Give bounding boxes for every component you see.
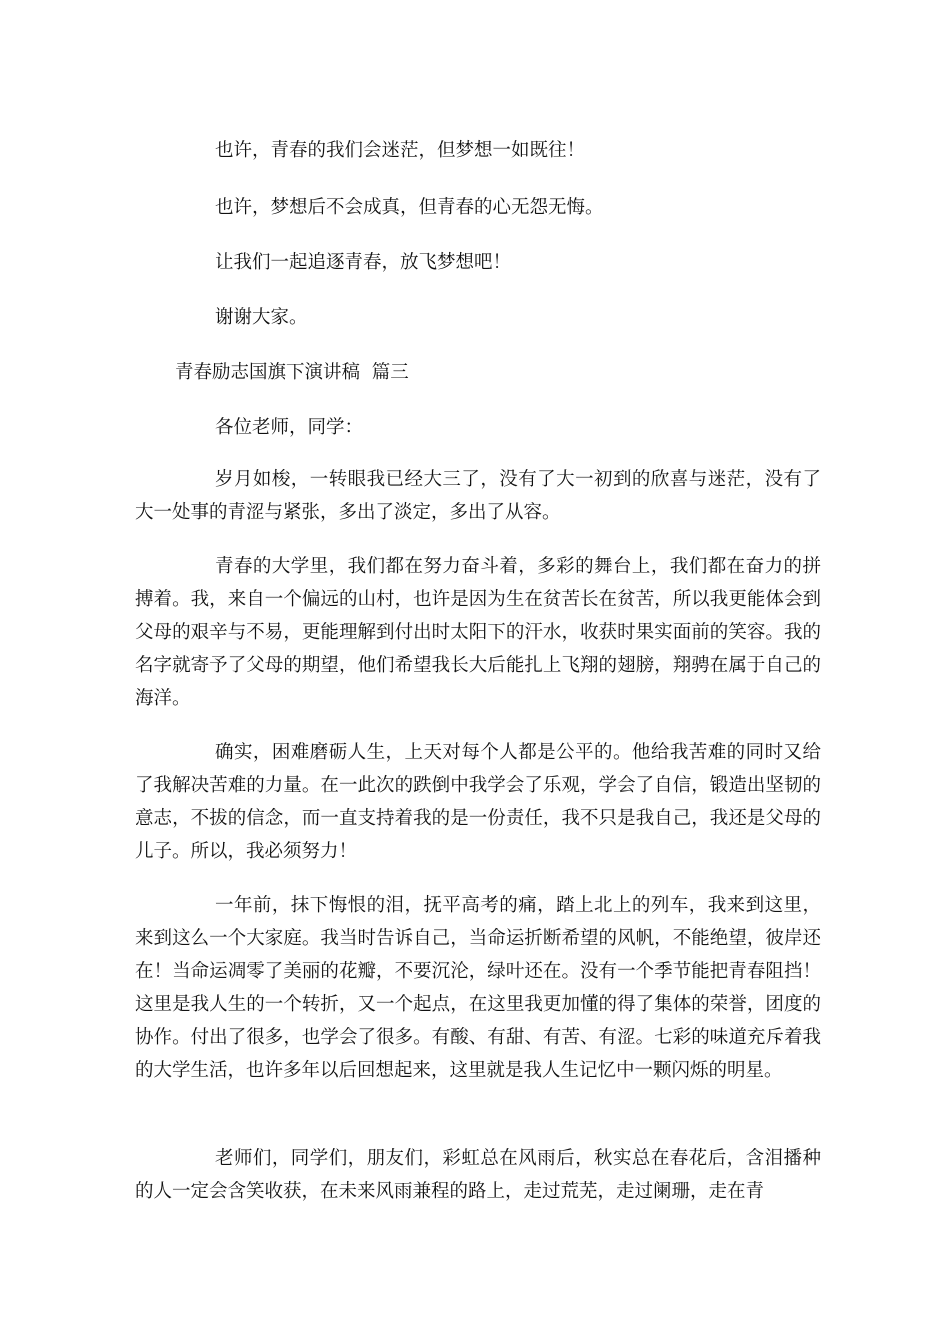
paragraph-3: 让我们一起追逐青春，放飞梦想吧！ (215, 252, 512, 273)
paragraph-1: 也许，青春的我们会迷茫，但梦想一如既往！ (215, 140, 586, 161)
section-heading: 青春励志国旗下演讲稿 篇三 (175, 362, 409, 383)
paragraph-4: 谢谢大家。 (215, 307, 308, 328)
paragraph-5: 岁月如梭，一转眼我已经大三了，没有了大一初到的欣喜与迷茫，没有了大一处事的青涩与紧张，多出了淡定，多出了从容。 (135, 469, 821, 523)
paragraph-8: 一年前，抹下悔恨的泪，抚平高考的痛，踏上北上的列车，我来到这里，来到这么一个大家庭。我当时告诉自己，当命运折断希望的风帆，不能绝望，彼岸还在！当命运凋零了美丽的花瓣，不要沉沦，绿叶还在。没有一个季节能把青春阻挡！这里是我人生的一个转折，又一个起点，在这里我更加懂的得了集体的荣誉，团度的协作。付出了很多，也学会了很多。有酸、有甜、有苦、有涩。七彩的味道充斥着我的大学生活，也许多年以后回想起来，这里就是我人生记忆中一颗闪烁的明星。 (135, 895, 821, 1081)
paragraph-2: 也许，梦想后不会成真，但青春的心无怨无悔。 (215, 197, 604, 218)
paragraph-7: 确实，困难磨砺人生，上天对每个人都是公平的。他给我苦难的同时又给了我解决苦难的力量。在一此次的跌倒中我学会了乐观，学会了自信，锻造出坚韧的意志，不拔的信念，而一直支持着我的是一份责任，我不只是我自己，我还是父母的儿子。所以，我必须努力！ (135, 742, 821, 862)
paragraph-6: 青春的大学里，我们都在努力奋斗着，多彩的舞台上，我们都在奋力的拼搏着。我，来自一个偏远的山村，也许是因为生在贫苦长在贫苦，所以我更能体会到父母的艰辛与不易，更能理解到付出时太阳下的汗水，收获时果实面前的笑容。我的名字就寄予了父母的期望，他们希望我长大后能扎上飞翔的翅膀，翔骋在属于自己的海洋。 (135, 556, 821, 709)
greeting: 各位老师，同学： (215, 417, 364, 438)
paragraph-9: 老师们，同学们，朋友们，彩虹总在风雨后，秋实总在春花后，含泪播种的人一定会含笑收获，在未来风雨兼程的路上，走过荒芜，走过阑珊，走在青 (135, 1148, 821, 1202)
